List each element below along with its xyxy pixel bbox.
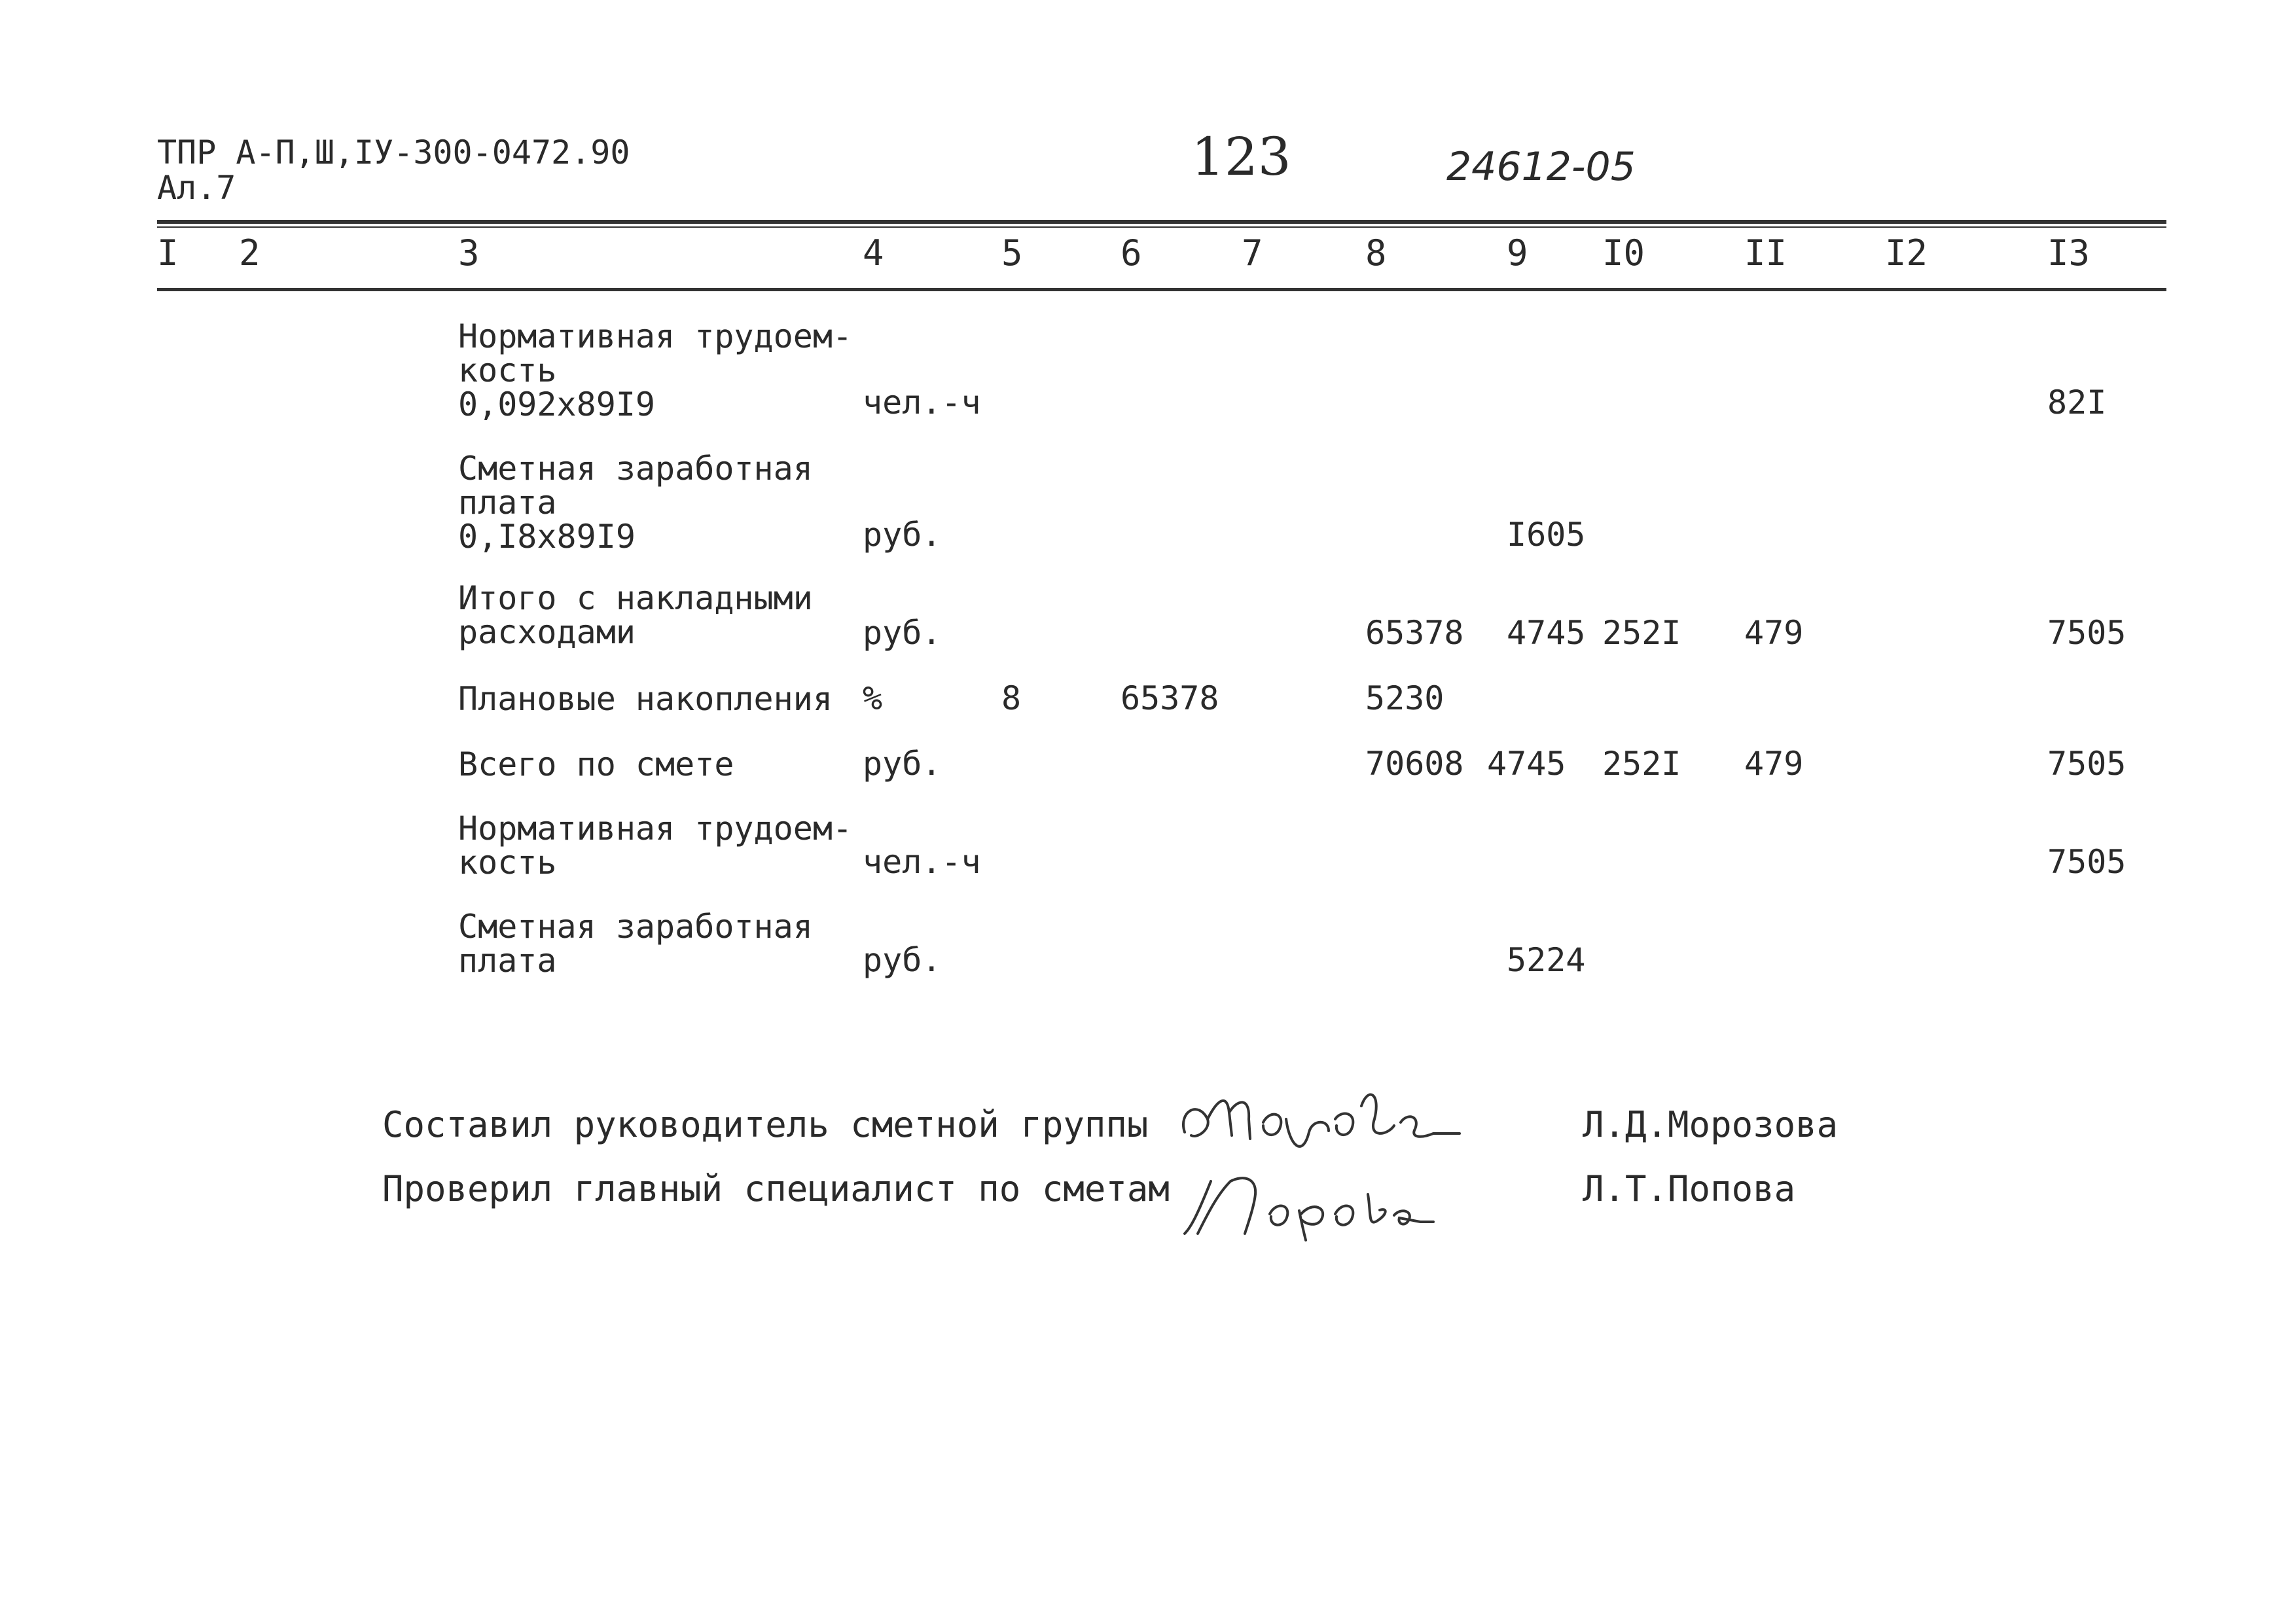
cell-col13: 7505 bbox=[2047, 614, 2126, 652]
cell-col9: 4745 bbox=[1487, 745, 1566, 783]
checked-by-name: Л.Т.Попова bbox=[1583, 1168, 1796, 1209]
col-header-1: I bbox=[157, 232, 179, 274]
sheet-label: Ал.7 bbox=[157, 169, 236, 207]
row-label: Всего по смете bbox=[458, 745, 734, 783]
signature-popova bbox=[1172, 1155, 1446, 1247]
page-number: 123 bbox=[1191, 126, 1291, 187]
row-unit: руб. bbox=[863, 614, 942, 652]
col-header-2: 2 bbox=[239, 232, 260, 274]
cell-col13: 82I bbox=[2047, 383, 2107, 421]
row-label: Итого с накладными расходами bbox=[458, 579, 813, 651]
cell-col13: 7505 bbox=[2047, 745, 2126, 783]
cell-col5: 8 bbox=[1001, 679, 1022, 717]
row-label: Нормативная трудоем- кость bbox=[458, 810, 853, 882]
header-rule-top bbox=[157, 220, 2166, 224]
row-label: Сметная заработная плата 0,I8x89I9 bbox=[458, 450, 813, 556]
col-header-6: 6 bbox=[1121, 232, 1142, 274]
checked-by-role: Проверил главный специалист по сметам bbox=[382, 1168, 1170, 1209]
cell-col10: 252I bbox=[1602, 745, 1681, 783]
cell-col8: 70608 bbox=[1365, 745, 1464, 783]
col-header-11: II bbox=[1744, 232, 1787, 274]
row-unit: руб. bbox=[863, 516, 942, 554]
col-header-13: I3 bbox=[2047, 232, 2090, 274]
cell-col10: 252I bbox=[1602, 614, 1681, 652]
row-unit: % bbox=[863, 679, 883, 717]
cell-col9: 4745 bbox=[1507, 614, 1586, 652]
col-header-9: 9 bbox=[1507, 232, 1528, 274]
row-label: Сметная заработная плата bbox=[458, 908, 813, 980]
row-label: Плановые накопления bbox=[458, 680, 833, 718]
row-unit: чел.-ч bbox=[863, 383, 981, 421]
cell-col13: 7505 bbox=[2047, 843, 2126, 881]
col-header-4: 4 bbox=[863, 232, 884, 274]
cell-col11: 479 bbox=[1744, 614, 1804, 652]
col-header-5: 5 bbox=[1001, 232, 1023, 274]
col-header-3: 3 bbox=[458, 232, 480, 274]
cell-col8: 5230 bbox=[1365, 679, 1444, 717]
project-code: ТПР А-П,Ш,IУ-300-0472.90 bbox=[157, 134, 630, 171]
cell-col6: 65378 bbox=[1121, 679, 1219, 717]
col-header-10: I0 bbox=[1602, 232, 1645, 274]
row-unit: чел.-ч bbox=[863, 843, 981, 881]
document-number: 24612-05 bbox=[1446, 144, 1636, 190]
col-header-7: 7 bbox=[1242, 232, 1263, 274]
header-rule-top-thin bbox=[157, 226, 2166, 228]
cell-col9: I605 bbox=[1507, 516, 1586, 554]
header-rule-bottom bbox=[157, 288, 2166, 291]
cell-col9: 5224 bbox=[1507, 941, 1586, 979]
col-header-12: I2 bbox=[1885, 232, 1928, 274]
compiled-by-name: Л.Д.Морозова bbox=[1583, 1104, 1839, 1145]
compiled-by-role: Составил руководитель сметной группы bbox=[382, 1104, 1149, 1145]
signature-morozova bbox=[1172, 1073, 1486, 1165]
row-unit: руб. bbox=[863, 745, 942, 783]
row-label: Нормативная трудоем- кость 0,092x89I9 bbox=[458, 317, 853, 423]
row-unit: руб. bbox=[863, 941, 942, 979]
col-header-8: 8 bbox=[1365, 232, 1387, 274]
cell-col11: 479 bbox=[1744, 745, 1804, 783]
cell-col8: 65378 bbox=[1365, 614, 1464, 652]
